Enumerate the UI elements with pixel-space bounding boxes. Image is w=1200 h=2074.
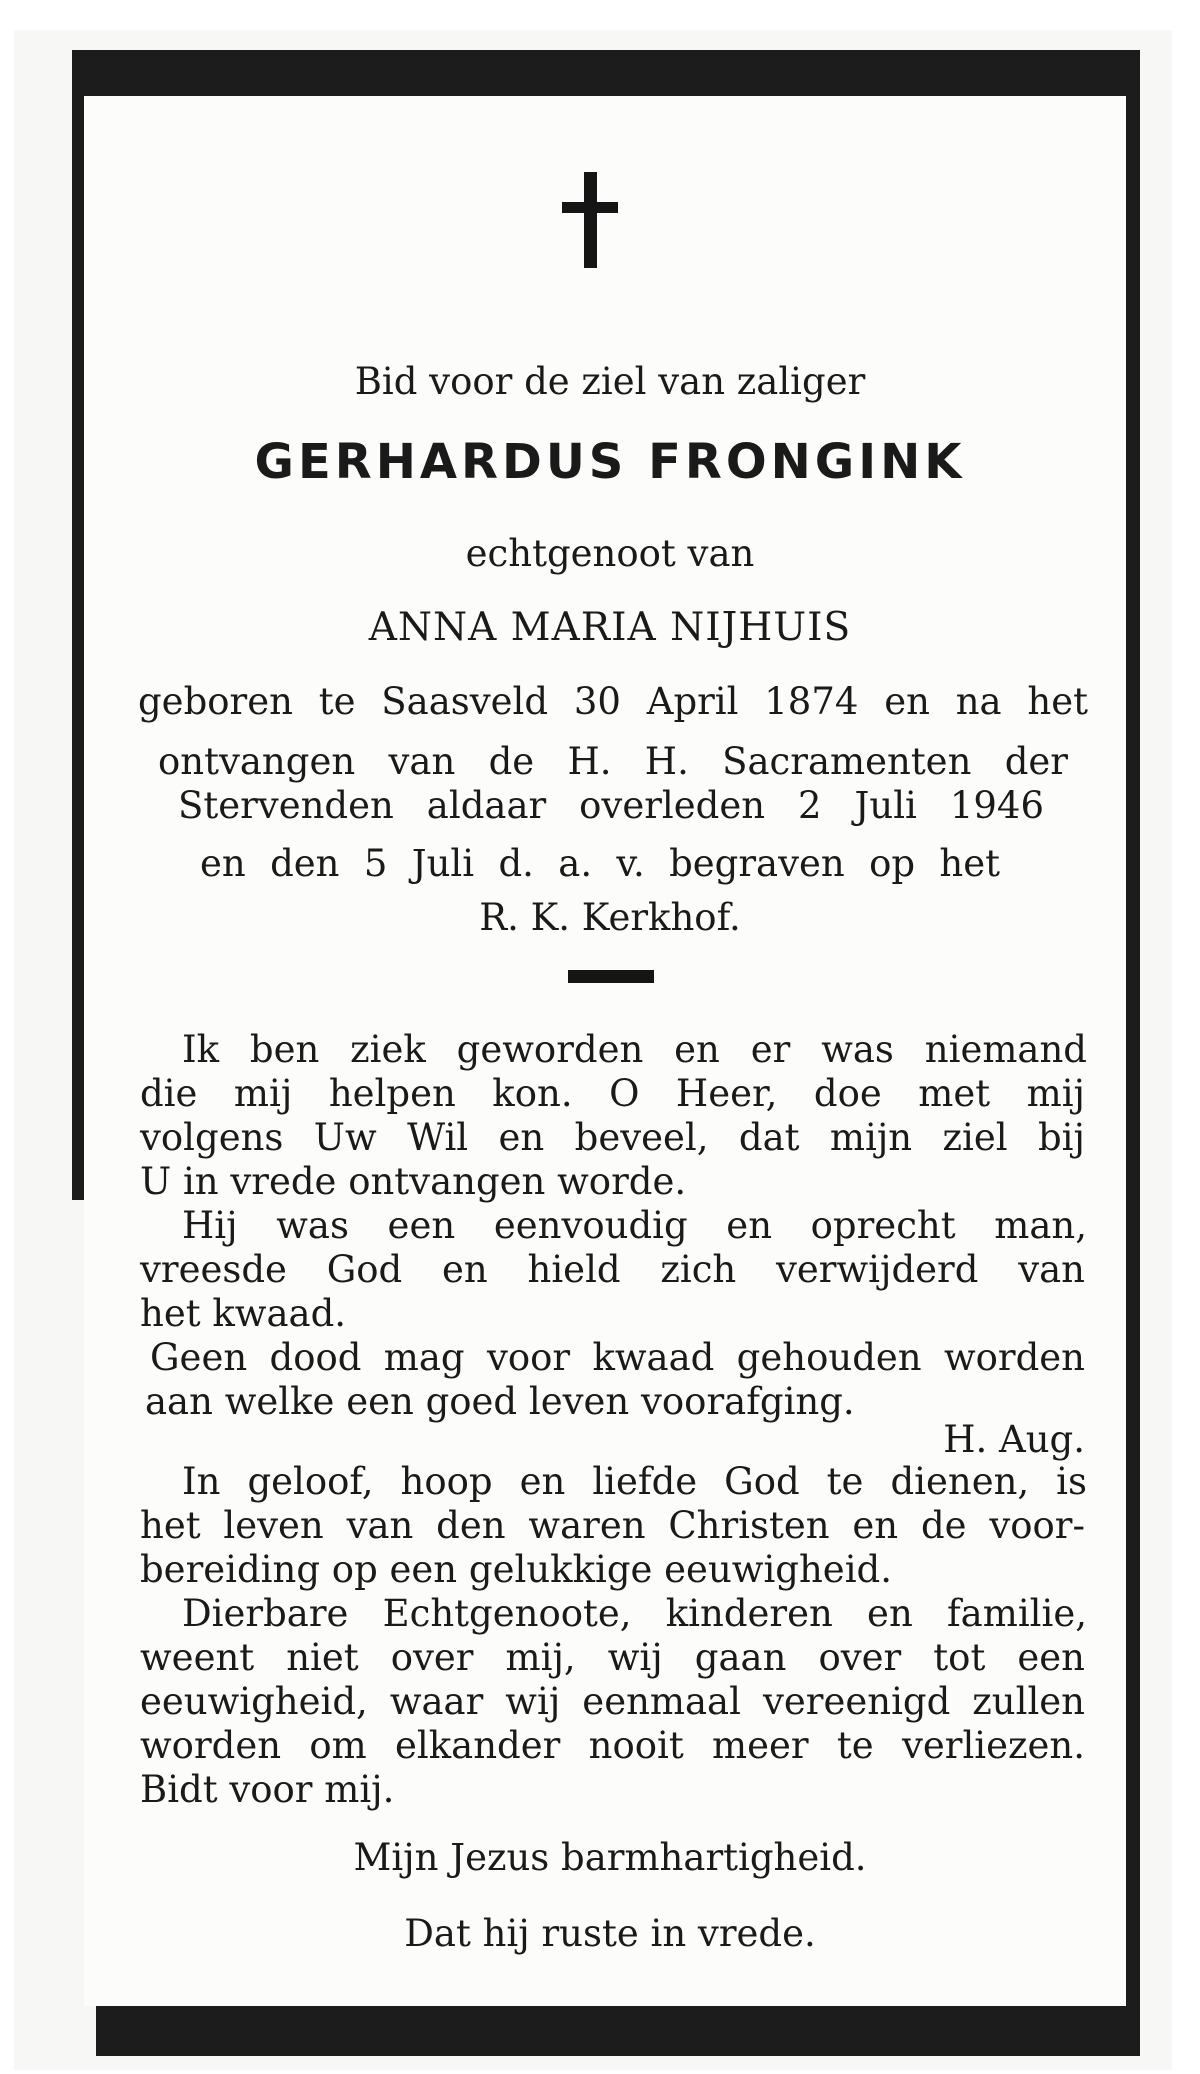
life-line: geboren te Saasveld 30 April 1874 en na het	[138, 680, 1088, 723]
life-line: en den 5 Juli d. a. v. begraven op het	[200, 842, 1000, 885]
body-line: In geloof, hoop en liefde God te dienen, is	[182, 1460, 1087, 1503]
body-line: volgens Uw Wil en beveel, dat mijn ziel bij	[140, 1116, 1085, 1159]
body-line: het leven van den waren Christen en de voor-	[140, 1504, 1085, 1547]
life-line: ontvangen van de H. H. Sacramenten der	[158, 740, 1068, 783]
mourning-border-left	[72, 50, 84, 1200]
body-line: Bidt voor mij.	[140, 1768, 395, 1811]
spouse-name: ANNA MARIA NIJHUIS	[368, 605, 852, 650]
life-line: R. K. Kerkhof.	[479, 896, 741, 939]
body-line: eeuwigheid, waar wij eenmaal vereenigd zullen	[140, 1680, 1085, 1723]
body-line: U in vrede ontvangen worde.	[140, 1160, 687, 1203]
cross-icon	[562, 172, 618, 268]
body-line: bereiding op een gelukkige eeuwigheid.	[140, 1548, 892, 1591]
body-line: Geen dood mag voor kwaad gehouden worden	[150, 1336, 1085, 1379]
deceased-name: GERHARDUS FRONGINK	[254, 434, 966, 490]
body-attribution: H. Aug.	[943, 1418, 1085, 1461]
intro-text: Bid voor de ziel van zaliger	[354, 360, 866, 403]
body-line: het kwaad.	[140, 1292, 347, 1335]
mourning-border-bottom	[96, 2006, 1140, 2056]
body-line: die mij helpen kon. O Heer, doe met mij	[140, 1072, 1085, 1115]
mourning-border-top	[72, 50, 1140, 96]
body-line: worden om elkander nooit meer te verliezen.	[140, 1724, 1085, 1767]
body-line: weent niet over mij, wij gaan over tot een	[140, 1636, 1085, 1679]
closing-line-1: Mijn Jezus barmhartigheid.	[353, 1836, 867, 1879]
body-line: Ik ben ziek geworden en er was niemand	[182, 1028, 1087, 1071]
body-line: aan welke een goed leven voorafging.	[145, 1380, 855, 1423]
life-line: Stervenden aldaar overleden 2 Juli 1946	[178, 784, 1044, 827]
mourning-border-right	[1126, 50, 1140, 2040]
divider-bar	[568, 970, 654, 983]
body-line: vreesde God en hield zich verwijderd van	[140, 1248, 1085, 1291]
body-line: Dierbare Echtgenoote, kinderen en familie,	[182, 1592, 1087, 1635]
body-line: Hij was een eenvoudig en oprecht man,	[182, 1204, 1087, 1247]
closing-line-2: Dat hij ruste in vrede.	[404, 1912, 816, 1955]
spouse-intro: echtgenoot van	[465, 532, 755, 575]
